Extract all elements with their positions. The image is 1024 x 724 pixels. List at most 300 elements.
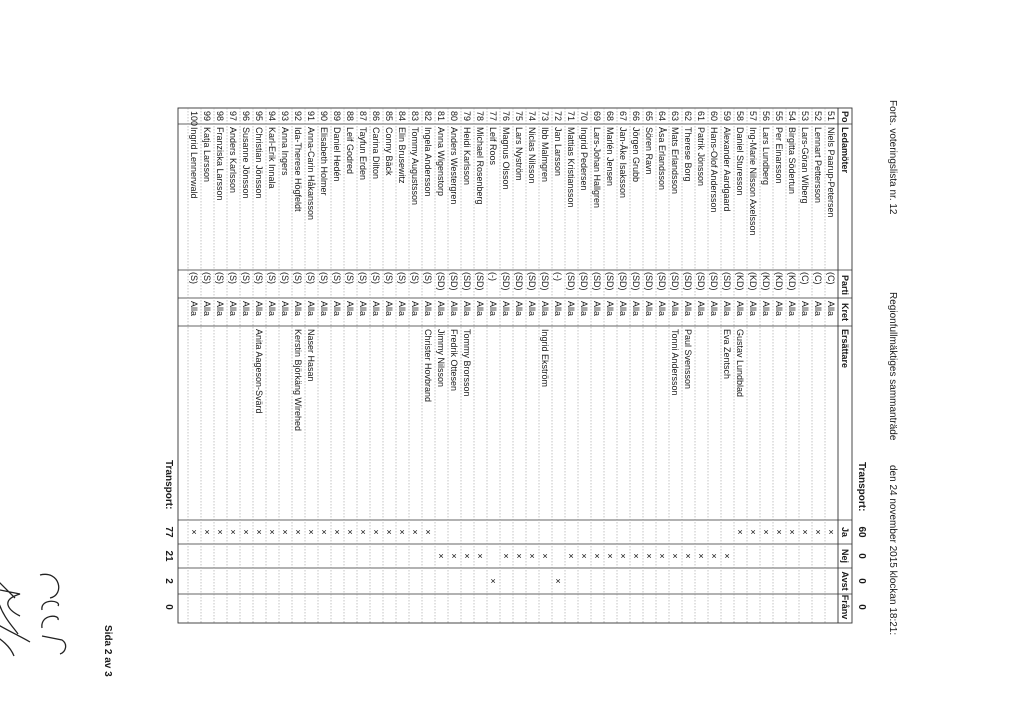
row-party: (S) [397, 272, 407, 284]
row-party: (SD) [436, 272, 446, 291]
table-row [760, 108, 771, 623]
row-member-name: Ingrid Lennerwald [189, 127, 199, 199]
vote-mark-nej: × [683, 553, 693, 559]
row-po: 60 [709, 111, 719, 122]
vote-mark-ja: × [774, 529, 784, 535]
row-district: Alla [254, 301, 264, 317]
col-header-po: Po [840, 111, 850, 123]
vote-mark-nej: × [527, 553, 537, 559]
vote-mark-ja: × [735, 529, 745, 535]
vote-mark-ja: × [280, 529, 290, 535]
vote-mark-nej: × [644, 553, 654, 559]
row-party: (S) [384, 272, 394, 284]
row-substitute: Fredrik Ottesen [449, 329, 459, 392]
table-row [734, 108, 745, 623]
row-party: (-) [488, 272, 498, 281]
row-district: Alla [709, 301, 719, 317]
row-member-name: Lars-Göran Wiberg [800, 127, 810, 204]
table-row [682, 108, 693, 623]
row-member-name: Lennart Pettersson [813, 127, 823, 204]
row-district: Alla [644, 301, 654, 317]
row-po: 64 [657, 111, 667, 122]
row-district: Alla [397, 301, 407, 317]
page-number: Sida 2 av 3 [102, 625, 113, 677]
vote-mark-ja: × [397, 529, 407, 535]
row-member-name: Magnus Olsson [501, 127, 511, 190]
transport-top-avst: 0 [856, 578, 867, 584]
row-member-name: Leif Roos [488, 127, 498, 166]
row-po: 74 [527, 111, 537, 122]
table-row [201, 108, 212, 623]
vote-mark-ja: × [267, 529, 277, 535]
row-member-name: Daniel Sturesson [735, 127, 745, 196]
vote-mark-ja: × [241, 529, 251, 535]
table-row [630, 108, 641, 623]
table-row [214, 108, 225, 623]
row-member-name: Ing-Marie Nilsson Axelsson [748, 127, 758, 236]
row-party: (SD) [696, 272, 706, 291]
row-member-name: Alexander Aardgaard [722, 127, 732, 212]
row-party: (SD) [605, 272, 615, 291]
vote-mark-nej: × [579, 553, 589, 559]
col-header-parti: Parti [840, 275, 850, 296]
row-party: (SD) [618, 272, 628, 291]
row-member-name: Anna-Carin Håkansson [306, 127, 316, 221]
vote-mark-ja: × [332, 529, 342, 535]
vote-mark-ja: × [254, 529, 264, 535]
row-district: Alla [592, 301, 602, 317]
row-po: 94 [267, 111, 277, 122]
row-party: (S) [358, 272, 368, 284]
row-member-name: Mattias Kristiansson [566, 127, 576, 208]
vote-mark-nej: × [670, 553, 680, 559]
row-po: 80 [449, 111, 459, 122]
row-party: (S) [215, 272, 225, 284]
vote-mark-nej: × [709, 553, 719, 559]
rotated-voting-list [0, 100, 898, 677]
row-po: 66 [631, 111, 641, 122]
row-member-name: Hans-Olof Andersson [709, 127, 719, 213]
row-po: 73 [540, 111, 550, 122]
row-po: 69 [592, 111, 602, 122]
row-po: 68 [605, 111, 615, 122]
row-po: 93 [280, 111, 290, 122]
row-substitute: Kerstin Björkäng Wirehed [293, 329, 303, 432]
row-party: (SD) [579, 272, 589, 291]
row-member-name: Anna Wigenstorp [436, 127, 446, 197]
row-po: 91 [306, 111, 316, 122]
row-district: Alla [228, 301, 238, 317]
row-party: (C) [813, 272, 823, 285]
row-party: (C) [800, 272, 810, 285]
row-po: 98 [215, 111, 225, 122]
row-district: Alla [358, 301, 368, 317]
vote-mark-ja: × [761, 529, 771, 535]
row-substitute: Anita Aageson-Svärd [254, 329, 264, 414]
row-district: Alla [215, 301, 225, 317]
row-district: Alla [800, 301, 810, 317]
table-row [565, 108, 576, 623]
vote-mark-ja: × [410, 529, 420, 535]
row-member-name: Ibb Malmgren [540, 127, 550, 183]
table-row [656, 108, 667, 623]
row-district: Alla [410, 301, 420, 317]
row-party: (S) [423, 272, 433, 284]
row-district: Alla [280, 301, 290, 317]
row-district: Alla [813, 301, 823, 317]
row-po: 57 [748, 111, 758, 122]
transport-top-ja: 60 [856, 526, 867, 538]
vote-mark-nej: × [657, 553, 667, 559]
row-member-name: Ingrid Pedersen [579, 127, 589, 191]
transport-label-bottom: Transport: [163, 460, 174, 510]
vote-mark-nej: × [462, 553, 472, 559]
row-district: Alla [657, 301, 667, 317]
transport-bottom-ja: 77 [163, 526, 174, 538]
row-district: Alla [384, 301, 394, 317]
row-party: (S) [254, 272, 264, 284]
table-row [513, 108, 524, 623]
vote-mark-ja: × [319, 529, 329, 535]
row-party: (S) [371, 272, 381, 284]
vote-mark-ja: × [293, 529, 303, 535]
table-row [539, 108, 550, 623]
row-district: Alla [488, 301, 498, 317]
table-row [253, 108, 264, 623]
col-header-franv: Frånv [840, 594, 850, 620]
table-row [604, 108, 615, 623]
row-member-name: Jan Larsson [553, 127, 563, 177]
row-po: 53 [800, 111, 810, 122]
row-district: Alla [761, 301, 771, 317]
row-po: 75 [514, 111, 524, 122]
table-row [370, 108, 381, 623]
row-party: (S) [345, 272, 355, 284]
transport-bottom-franv: 0 [163, 604, 174, 610]
row-po: 78 [475, 111, 485, 122]
row-po: 85 [384, 111, 394, 122]
transport-bottom-nej: 21 [163, 550, 174, 562]
row-party: (KD) [735, 272, 745, 291]
row-po: 77 [488, 111, 498, 122]
row-district: Alla [371, 301, 381, 317]
row-district: Alla [527, 301, 537, 317]
row-party: (KD) [774, 272, 784, 291]
table-row [188, 108, 199, 623]
row-substitute: Paul Svensson [683, 329, 693, 390]
row-party: (S) [241, 272, 251, 284]
row-member-name: Katja Larsson [202, 127, 212, 183]
row-party: (SD) [501, 272, 511, 291]
row-party: (SD) [683, 272, 693, 291]
row-po: 95 [254, 111, 264, 122]
vote-mark-nej: × [618, 553, 628, 559]
row-district: Alla [241, 301, 251, 317]
row-member-name: Susanne Jönsson [241, 127, 251, 199]
row-member-name: Birgitta Södertun [787, 127, 797, 195]
row-member-name: Anders Karlsson [228, 127, 238, 194]
row-member-name: Carina Dilton [371, 127, 381, 180]
row-po: 70 [579, 111, 589, 122]
row-district: Alla [735, 301, 745, 317]
table-row [331, 108, 342, 623]
row-po: 88 [345, 111, 355, 122]
row-district: Alla [319, 301, 329, 317]
member-rows [178, 108, 852, 623]
row-party: (KD) [761, 272, 771, 291]
row-substitute: Jimmy Nilsson [436, 329, 446, 388]
row-po: 65 [644, 111, 654, 122]
vote-mark-nej: × [631, 553, 641, 559]
row-district: Alla [462, 301, 472, 317]
row-member-name: Lars Lundberg [761, 127, 771, 186]
row-party: (SD) [475, 272, 485, 291]
row-party: (KD) [787, 272, 797, 291]
row-district: Alla [553, 301, 563, 317]
row-district: Alla [189, 301, 199, 317]
row-member-name: Niclas Nilsson [527, 127, 537, 184]
table-row [617, 108, 628, 623]
row-district: Alla [683, 301, 693, 317]
transport-top-nej: 0 [856, 553, 867, 559]
row-member-name: Åsa Erlandsson [657, 127, 667, 191]
row-substitute: Christer Hovbrand [423, 329, 433, 403]
row-party: (SD) [644, 272, 654, 291]
row-member-name: Lars Nyström [514, 127, 524, 181]
row-po: 97 [228, 111, 238, 122]
row-party: (S) [228, 272, 238, 284]
row-party: (SD) [722, 272, 732, 291]
vote-mark-ja: × [306, 529, 316, 535]
row-district: Alla [722, 301, 732, 317]
row-po: 87 [358, 111, 368, 122]
row-district: Alla [618, 301, 628, 317]
row-party: (SD) [514, 272, 524, 291]
row-po: 76 [501, 111, 511, 122]
row-po: 67 [618, 111, 628, 122]
row-district: Alla [774, 301, 784, 317]
row-party: (S) [202, 272, 212, 284]
table-row [773, 108, 784, 623]
col-header-ledamoter: Ledamöter [840, 127, 850, 174]
row-po: 84 [397, 111, 407, 122]
row-member-name: Therese Borg [683, 127, 693, 182]
row-po: 63 [670, 111, 680, 122]
row-party: (S) [332, 272, 342, 284]
table-row [643, 108, 654, 623]
table-row [708, 108, 719, 623]
row-party: (-) [553, 272, 563, 281]
row-district: Alla [449, 301, 459, 317]
row-po: 62 [683, 111, 693, 122]
vote-mark-ja: × [423, 529, 433, 535]
row-party: (KD) [748, 272, 758, 291]
title-right: den 24 november 2015 klockan 18:21: [887, 465, 898, 636]
table-row [422, 108, 433, 623]
row-po: 92 [293, 111, 303, 122]
vote-mark-nej: × [514, 553, 524, 559]
row-member-name: Niels Paarup-Petersen [826, 127, 836, 218]
row-member-name: Michael Rosenberg [475, 127, 485, 205]
row-district: Alla [345, 301, 355, 317]
vote-mark-nej: × [501, 553, 511, 559]
row-po: 89 [332, 111, 342, 122]
row-district: Alla [293, 301, 303, 317]
table-row [279, 108, 290, 623]
vote-mark-ja: × [384, 529, 394, 535]
row-member-name: Elisabeth Holmer [319, 127, 329, 196]
vote-mark-nej: × [540, 553, 550, 559]
row-po: 56 [761, 111, 771, 122]
row-member-name: Elin Brusewitz [397, 127, 407, 184]
row-party: (S) [189, 272, 199, 284]
row-po: 99 [202, 111, 212, 122]
vote-mark-ja: × [813, 529, 823, 535]
row-party: (SD) [449, 272, 459, 291]
row-party: (S) [293, 272, 303, 284]
row-member-name: Heidi Karlsson [462, 127, 472, 186]
row-district: Alla [267, 301, 277, 317]
table-row [578, 108, 589, 623]
row-district: Alla [579, 301, 589, 317]
row-member-name: Anna Ingers [280, 127, 290, 176]
table-row [799, 108, 810, 623]
row-po: 61 [696, 111, 706, 122]
vote-mark-nej: × [566, 553, 576, 559]
table-row [552, 108, 563, 623]
row-district: Alla [475, 301, 485, 317]
row-district: Alla [501, 301, 511, 317]
row-member-name: Conny Bäck [384, 127, 394, 176]
row-member-name: Per Einarsson [774, 127, 784, 184]
table-row [721, 108, 732, 623]
vote-mark-ja: × [202, 529, 212, 535]
row-member-name: Mats Erlandsson [670, 127, 680, 195]
row-district: Alla [748, 301, 758, 317]
row-substitute: Eva Zentsch [722, 329, 732, 380]
vote-mark-ja: × [358, 529, 368, 535]
row-party: (SD) [462, 272, 472, 291]
table-row [305, 108, 316, 623]
row-po: 55 [774, 111, 784, 122]
table-row [825, 108, 836, 623]
col-header-kret: Kret [840, 303, 850, 322]
row-po: 86 [371, 111, 381, 122]
col-header-ersattare: Ersättare [840, 329, 850, 369]
row-party: (S) [306, 272, 316, 284]
row-party: (SD) [566, 272, 576, 291]
row-member-name: Leif Godred [345, 127, 355, 175]
row-party: (C) [826, 272, 836, 285]
transport-bottom-avst: 2 [163, 578, 174, 584]
row-district: Alla [826, 301, 836, 317]
vote-mark-ja: × [826, 529, 836, 535]
row-party: (S) [319, 272, 329, 284]
row-po: 90 [319, 111, 329, 122]
row-po: 100 [189, 111, 199, 127]
table-row [812, 108, 823, 623]
row-member-name: Tayfun Erden [358, 127, 368, 181]
table-row [695, 108, 706, 623]
vote-mark-nej: × [696, 553, 706, 559]
row-party: (SD) [592, 272, 602, 291]
row-substitute: Tonni Andersson [670, 329, 680, 396]
row-member-name: Tommy Augustsson [410, 127, 420, 206]
row-po: 54 [787, 111, 797, 122]
row-member-name: Ida-Therese Högfeldt [293, 127, 303, 212]
row-party: (SD) [631, 272, 641, 291]
table-row [474, 108, 485, 623]
row-party: (S) [410, 272, 420, 284]
row-district: Alla [631, 301, 641, 317]
vote-mark-ja: × [189, 529, 199, 535]
vote-mark-nej: × [449, 553, 459, 559]
row-po: 59 [722, 111, 732, 122]
row-member-name: Marlén Jensen [605, 127, 615, 187]
table-row [383, 108, 394, 623]
row-district: Alla [423, 301, 433, 317]
row-member-name: Jörgen Grubb [631, 127, 641, 183]
row-party: (S) [280, 272, 290, 284]
table-row [500, 108, 511, 623]
table-row [669, 108, 680, 623]
row-member-name: Patrik Jönsson [696, 127, 706, 187]
table-row [461, 108, 472, 623]
row-member-name: Franziska Larsson [215, 127, 225, 201]
row-po: 96 [241, 111, 251, 122]
row-po: 83 [410, 111, 420, 122]
row-po: 71 [566, 111, 576, 122]
handwritten-signature [0, 574, 66, 660]
col-header-avst: Avst [840, 571, 850, 591]
row-po: 79 [462, 111, 472, 122]
vote-mark-ja: × [228, 529, 238, 535]
vote-mark-nej: × [592, 553, 602, 559]
row-district: Alla [306, 301, 316, 317]
table-row [357, 108, 368, 623]
row-party: (SD) [709, 272, 719, 291]
row-district: Alla [540, 301, 550, 317]
table-row [747, 108, 758, 623]
table-row [227, 108, 238, 623]
table-row [266, 108, 277, 623]
table-row [786, 108, 797, 623]
row-po: 72 [553, 111, 563, 122]
col-header-ja: Ja [840, 526, 850, 538]
table-row [591, 108, 602, 623]
vote-mark-nej: × [722, 553, 732, 559]
row-district: Alla [787, 301, 797, 317]
vote-mark-ja: × [748, 529, 758, 535]
vote-mark-ja: × [787, 529, 797, 535]
table-row [396, 108, 407, 623]
vote-mark-ja: × [215, 529, 225, 535]
row-district: Alla [514, 301, 524, 317]
row-member-name: Jan-Åke Isaksson [618, 127, 628, 199]
row-member-name: Lars-Johan Hallgren [592, 127, 602, 209]
row-substitute: Naser Hasan [306, 329, 316, 382]
transport-top-franv: 0 [856, 604, 867, 610]
transport-label-top: Transport: [856, 462, 867, 512]
col-header-nej: Nej [840, 548, 850, 564]
table-row [409, 108, 420, 623]
row-party: (SD) [540, 272, 550, 291]
row-substitute: Gustav Lundblad [735, 329, 745, 398]
row-substitute: Ingrid Ekström [540, 329, 550, 388]
row-member-name: Sören Ravn [644, 127, 654, 175]
row-district: Alla [696, 301, 706, 317]
vote-mark-avst: × [553, 578, 563, 584]
